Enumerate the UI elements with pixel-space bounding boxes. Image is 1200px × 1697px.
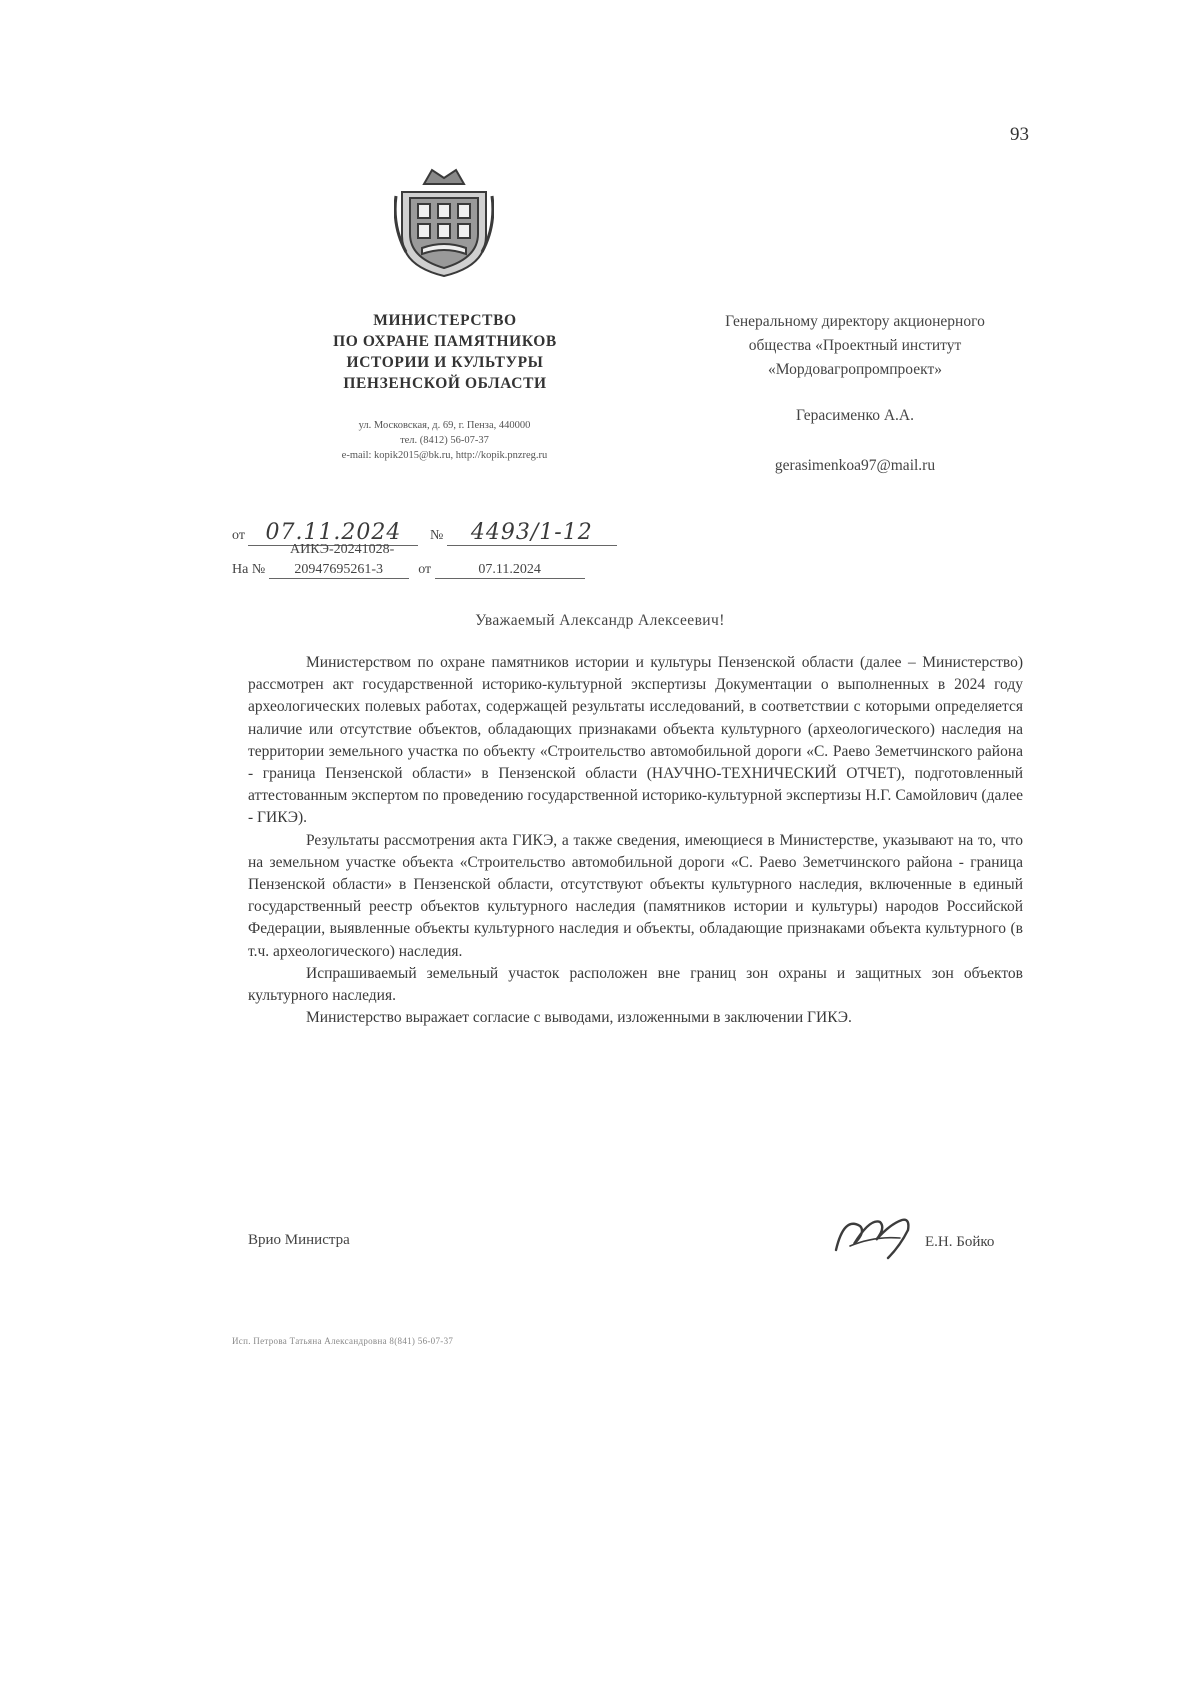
ministry-address-line: ул. Московская, д. 69, г. Пенза, 440000	[358, 420, 531, 431]
ministry-name-line: МИНИСТЕРСТВО	[373, 312, 517, 329]
letter-body	[248, 652, 1023, 1029]
recipient-email: gerasimenkoa97@mail.ru	[774, 457, 936, 474]
reference-number-line1: АИКЭ-20241028-	[290, 542, 395, 557]
handwritten-signature	[830, 1206, 920, 1266]
from-label: от	[232, 528, 245, 543]
ref-from-label: от	[418, 562, 432, 577]
number-label: №	[429, 528, 444, 543]
outgoing-date: 07.11.2024	[248, 520, 418, 546]
reference-number: 20947695261-3	[269, 562, 409, 579]
ministry-phone: тел. (8412) 56-07-37	[400, 435, 489, 446]
ref-label: На №	[232, 562, 266, 577]
coat-of-arms-icon	[394, 166, 494, 278]
outgoing-number: 4493/1-12	[447, 520, 617, 546]
signatory-position: Врио Министра	[248, 1232, 350, 1248]
recipient-block	[655, 310, 1055, 478]
ministry-name-line: ПО ОХРАНЕ ПАМЯТНИКОВ	[333, 333, 557, 350]
executor-info: Исп. Петрова Татьяна Александровна 8(841) 56-07-37	[232, 1336, 454, 1346]
recipient-name: Герасименко А.А.	[796, 407, 914, 424]
paragraph: Испрашиваемый земельный участок расположен вне границ зон охраны и защитных зон объектов культурного наследия.	[248, 964, 1023, 1005]
ministry-name	[300, 310, 590, 394]
recipient-title-line: общества «Проектный институт	[748, 337, 962, 354]
ministry-name-line: ИСТОРИИ И КУЛЬТУРЫ	[346, 354, 544, 371]
page-number: 93	[1010, 124, 1029, 145]
reference-date: 07.11.2024	[435, 562, 585, 579]
paragraph: Результаты рассмотрения акта ГИКЭ, а также сведения, имеющиеся в Министерстве, указывают на то, что на земельном участке объекта «Строительство автомобильной дороги «С. Раево Земетчинского района - граница Пензенской области» в Пензенской области, отсутствуют объекты культурного наследия, включенные в единый государственный реестр объектов культурного наследия (памятников истории и культуры) народов Российской Федерации, выявленные объекты культурного наследия и объекты, обладающие признаками объекта культурного (в т.ч. археологического) наследия.	[248, 831, 1023, 960]
paragraph: Министерством по охране памятников истории и культуры Пензенской области (далее – Министерство) рассмотрен акт государственной историко-культурной экспертизы Документации о выполненных в 2024 году археологических полевых работах, содержащей результаты исследований, в соответствии с которыми определяется наличие или отсутствие объектов, обладающих признаками объекта культурного (археологического) наследия на территории земельного участка по объекту «Строительство автомобильной дороги «С. Раево Земетчинского района - граница Пензенской области» в Пензенской области (НАУЧНО-ТЕХНИЧЕСКИЙ ОТЧЕТ), подготовленный аттестованным экспертом по проведению государственной историко-культурной экспертизы Н.Г. Самойлович (далее - ГИКЭ).	[248, 654, 1023, 827]
incoming-reference	[232, 562, 585, 579]
ministry-address	[272, 418, 617, 463]
recipient-title-line: Генеральному директору акционерного	[725, 313, 985, 330]
ministry-name-line: ПЕНЗЕНСКОЙ ОБЛАСТИ	[343, 375, 547, 392]
salutation: Уважаемый Александр Алексеевич!	[475, 612, 725, 629]
signatory-name: Е.Н. Бойко	[925, 1234, 995, 1250]
recipient-title-line: «Мордовагропромпроект»	[768, 361, 942, 378]
paragraph: Министерство выражает согласие с выводами, изложенными в заключении ГИКЭ.	[306, 1009, 852, 1027]
ministry-contacts: e-mail: kopik2015@bk.ru, http://kopik.pnzreg.ru	[341, 450, 548, 461]
